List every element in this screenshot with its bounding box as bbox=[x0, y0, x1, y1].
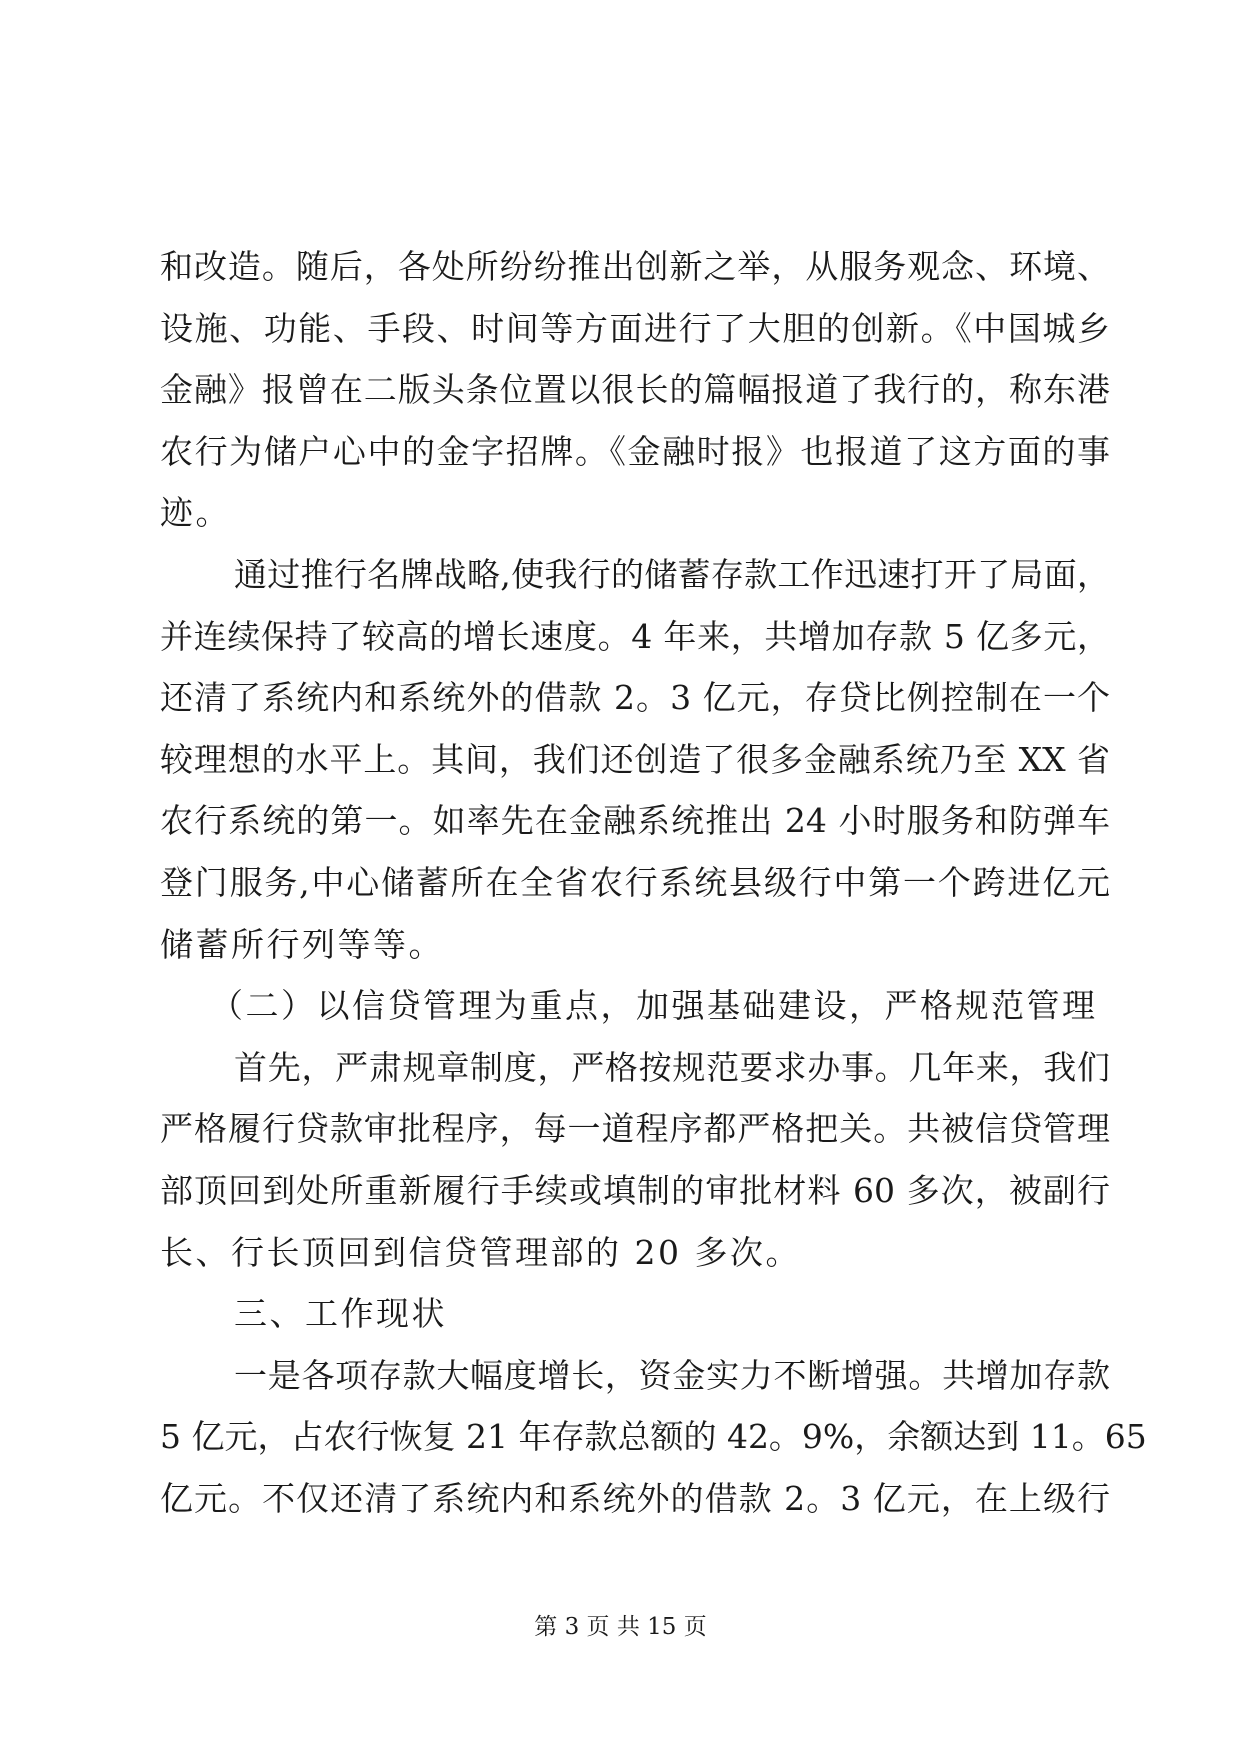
text-line: 部顶回到处所重新履行手续或填制的审批材料 60 多次，被副行 bbox=[160, 1170, 1110, 1210]
text-line: 设施、功能、手段、时间等方面进行了大胆的创新。《中国城乡 bbox=[160, 308, 1110, 348]
page-number-label: 第 3 页 共 15 页 bbox=[534, 1614, 707, 1640]
text-line: 还清了系统内和系统外的借款 2。3 亿元，存贷比例控制在一个 bbox=[160, 678, 1110, 718]
text-line: 和改造。随后，各处所纷纷推出创新之举，从服务观念、环境、 bbox=[160, 247, 1110, 286]
text-line: 长、行长顶回到信贷管理部的 20 多次。 bbox=[160, 1232, 801, 1272]
text-line: 严格履行贷款审批程序，每一道程序都严格把关。共被信贷管理 bbox=[160, 1109, 1110, 1149]
text-line: 较理想的水平上。其间，我们还创造了很多金融系统乃至 XX 省 bbox=[160, 739, 1110, 779]
text-line: 农行系统的第一。如率先在金融系统推出 24 小时服务和防弹车 bbox=[160, 801, 1110, 841]
page-footer bbox=[0, 1608, 1241, 1641]
text-line: 5 亿元，占农行恢复 21 年存款总额的 42。9%，余额达到 11。65 bbox=[160, 1417, 1147, 1457]
text-line: 登门服务,中心储蓄所在全省农行系统县级行中第一个跨进亿元 bbox=[160, 862, 1110, 902]
text-line: 金融》报曾在二版头条位置以很长的篇幅报道了我行的，称东港 bbox=[160, 370, 1110, 410]
paragraph-start-line: 通过推行名牌战略,使我行的储蓄存款工作迅速打开了局面， bbox=[234, 554, 1110, 594]
text-line: 储蓄所行列等等。 bbox=[160, 924, 444, 964]
paragraph-start-line: 一是各项存款大幅度增长，资金实力不断增强。共增加存款 bbox=[234, 1355, 1110, 1395]
paragraph-start-line: 首先，严肃规章制度，严格按规范要求办事。几年来，我们 bbox=[234, 1047, 1110, 1087]
body-text bbox=[160, 236, 1147, 1529]
text-line: 农行为储户心中的金字招牌。《金融时报》也报道了这方面的事 bbox=[160, 431, 1110, 471]
section-heading: （二）以信贷管理为重点，加强基础建设，严格规范管理 bbox=[210, 986, 1098, 1026]
text-line: 亿元。不仅还清了系统内和系统外的借款 2。3 亿元，在上级行 bbox=[160, 1478, 1110, 1518]
text-line: 迹。 bbox=[160, 493, 231, 533]
section-heading: 三、工作现状 bbox=[234, 1294, 447, 1334]
text-line: 并连续保持了较高的增长速度。4 年来，共增加存款 5 亿多元， bbox=[160, 616, 1110, 656]
